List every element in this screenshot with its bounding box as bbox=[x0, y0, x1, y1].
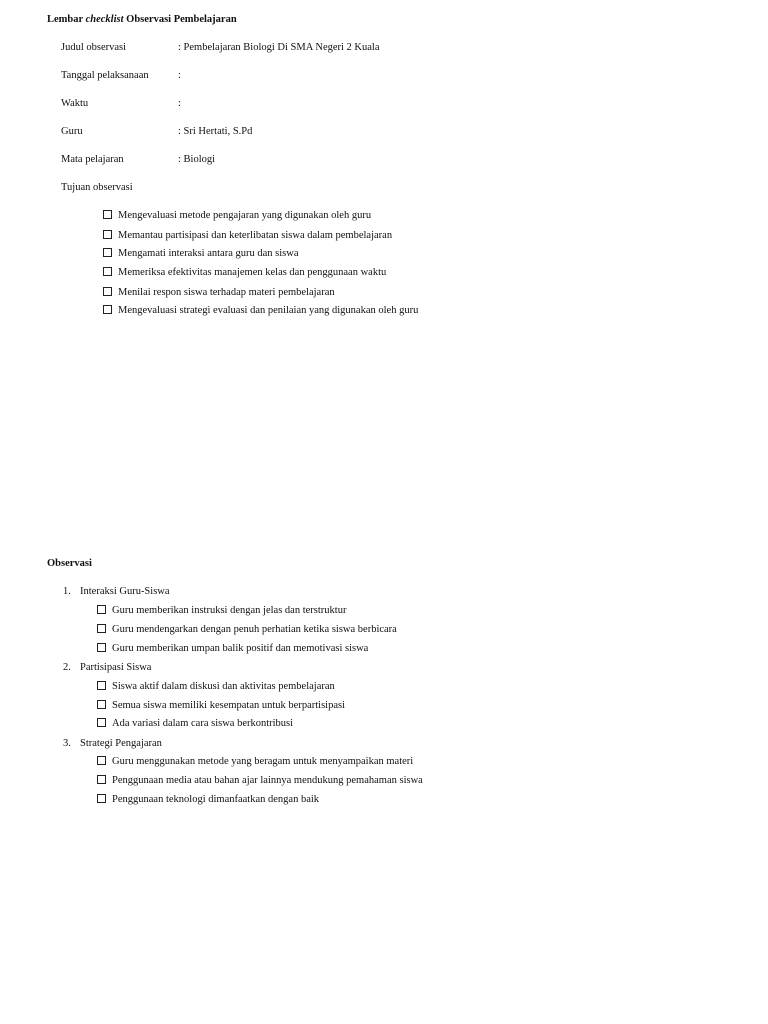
section-title: Interaksi Guru-Siswa bbox=[80, 586, 170, 597]
goal-item bbox=[103, 305, 418, 319]
checkbox[interactable] bbox=[97, 681, 106, 690]
observation-item bbox=[97, 681, 335, 695]
checkbox[interactable] bbox=[97, 700, 106, 709]
field-value: : Pembelajaran Biologi Di SMA Negeri 2 Kuala bbox=[178, 42, 380, 53]
item-text: Guru memberikan instruksi dengan jelas dan terstruktur bbox=[112, 605, 347, 616]
observation-item bbox=[97, 794, 319, 808]
title-prefix: Lembar bbox=[47, 14, 86, 25]
item-text: Guru menggunakan metode yang beragam untuk menyampaikan materi bbox=[112, 756, 414, 767]
goal-item bbox=[103, 210, 371, 224]
goals-label: Tujuan observasi bbox=[61, 182, 133, 193]
field-value: : bbox=[178, 98, 181, 109]
checkbox[interactable] bbox=[97, 756, 106, 765]
checkbox[interactable] bbox=[103, 267, 112, 276]
observation-item bbox=[97, 775, 423, 789]
section-number: 2. bbox=[63, 662, 71, 673]
observation-item bbox=[97, 718, 293, 732]
checkbox[interactable] bbox=[97, 775, 106, 784]
checkbox[interactable] bbox=[103, 287, 112, 296]
goal-item bbox=[103, 287, 335, 301]
field-label: Judul observasi bbox=[61, 42, 127, 53]
checkbox[interactable] bbox=[103, 210, 112, 219]
section-number: 1. bbox=[63, 586, 71, 597]
observation-item bbox=[97, 700, 345, 714]
goal-item bbox=[103, 267, 386, 281]
field-value: : Biologi bbox=[178, 154, 216, 165]
field-label: Mata pelajaran bbox=[61, 154, 124, 165]
field-label: Tanggal pelaksanaan bbox=[61, 70, 149, 81]
goal-item bbox=[103, 248, 298, 262]
title-suffix: Observasi Pembelajaran bbox=[123, 14, 237, 25]
item-text: Ada variasi dalam cara siswa berkontribusi bbox=[112, 718, 294, 729]
checkbox[interactable] bbox=[97, 605, 106, 614]
observation-item bbox=[97, 624, 397, 638]
item-text: Penggunaan media atau bahan ajar lainnya mendukung pemahaman siswa bbox=[112, 775, 423, 786]
checkbox[interactable] bbox=[97, 794, 106, 803]
checkbox[interactable] bbox=[103, 230, 112, 239]
checkbox[interactable] bbox=[103, 305, 112, 314]
goal-text: Mengevaluasi strategi evaluasi dan penilaian yang digunakan oleh guru bbox=[118, 305, 419, 316]
section-title: Partisipasi Siswa bbox=[80, 662, 152, 673]
goal-text: Menilai respon siswa terhadap materi pembelajaran bbox=[118, 287, 335, 298]
goal-item bbox=[103, 230, 392, 244]
checkbox[interactable] bbox=[97, 643, 106, 652]
field-value: : Sri Hertati, S.Pd bbox=[178, 126, 253, 137]
checkbox[interactable] bbox=[103, 248, 112, 257]
item-text: Guru memberikan umpan balik positif dan memotivasi siswa bbox=[112, 643, 369, 654]
observation-item bbox=[97, 643, 368, 657]
checkbox[interactable] bbox=[97, 718, 106, 727]
document-title bbox=[47, 14, 237, 25]
goal-text: Mengamati interaksi antara guru dan siswa bbox=[118, 248, 299, 259]
observation-item bbox=[97, 605, 346, 619]
observation-heading: Observasi bbox=[47, 558, 92, 569]
item-text: Penggunaan teknologi dimanfaatkan dengan baik bbox=[112, 794, 320, 805]
field-label: Waktu bbox=[61, 98, 89, 109]
item-text: Siswa aktif dalam diskusi dan aktivitas pembelajaran bbox=[112, 681, 335, 692]
goal-text: Memeriksa efektivitas manajemen kelas dan penggunaan waktu bbox=[118, 267, 387, 278]
observation-item bbox=[97, 756, 413, 770]
field-value: : bbox=[178, 70, 181, 81]
section-title: Strategi Pengajaran bbox=[80, 738, 162, 749]
goal-text: Memantau partisipasi dan keterlibatan siswa dalam pembelajaran bbox=[118, 230, 393, 241]
field-label: Guru bbox=[61, 126, 83, 137]
title-italic: checklist bbox=[85, 14, 124, 25]
checkbox[interactable] bbox=[97, 624, 106, 633]
item-text: Semua siswa memiliki kesempatan untuk berpartisipasi bbox=[112, 700, 345, 711]
section-number: 3. bbox=[63, 738, 71, 749]
item-text: Guru mendengarkan dengan penuh perhatian ketika siswa berbicara bbox=[112, 624, 397, 635]
goal-text: Mengevaluasi metode pengajaran yang digunakan oleh guru bbox=[118, 210, 372, 221]
